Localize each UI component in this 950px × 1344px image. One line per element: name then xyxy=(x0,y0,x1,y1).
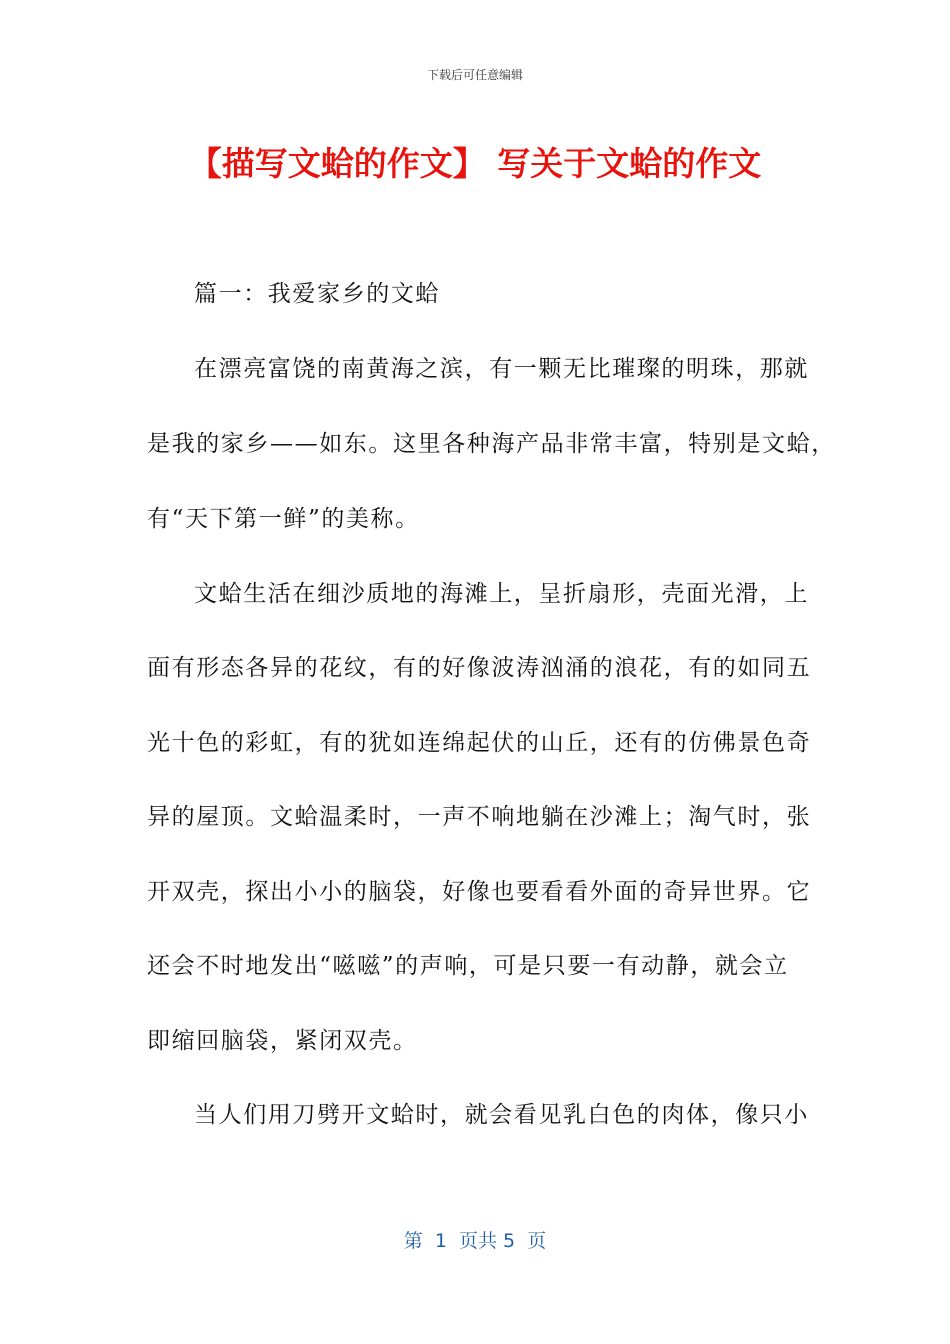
paragraph-line: 是我的家乡——如东。这里各种海产品非常丰富，特别是文蛤， xyxy=(147,431,836,457)
paragraph-line: 异的屋顶。文蛤温柔时，一声不响地躺在沙滩上；淘气时，张 xyxy=(147,804,812,830)
paragraph-line: 光十色的彩虹，有的犹如连绵起伏的山丘，还有的仿佛景色奇 xyxy=(147,730,812,756)
header-note: 下载后可任意编辑 xyxy=(426,68,523,82)
paragraph-line: 文蛤生活在细沙质地的海滩上，呈折扇形，壳面光滑，上 xyxy=(194,581,809,607)
paragraph-line: 开双壳，探出小小的脑袋，好像也要看看外面的奇异世界。它 xyxy=(147,879,812,905)
paragraph-line: 还会不时地发出“嗞嗞”的声响，可是只要一有动静，就会立 xyxy=(147,953,789,979)
document-title: 【描写文蛤的作文】 写关于文蛤的作文 xyxy=(188,144,762,183)
paragraph-line: 面有形态各异的花纹，有的好像波涛汹涌的浪花，有的如同五 xyxy=(147,655,812,681)
section-heading: 篇一：我爱家乡的文蛤 xyxy=(194,281,440,307)
paragraph-line: 即缩回脑袋，紧闭双壳。 xyxy=(147,1028,418,1054)
paragraph-line: 有“天下第一鲜”的美称。 xyxy=(147,506,420,532)
page-number-footer: 第 1 页共 5 页 xyxy=(403,1230,547,1252)
paragraph-line: 当人们用刀劈开文蛤时，就会看见乳白色的肉体，像只小 xyxy=(194,1102,809,1128)
paragraph-line: 在漂亮富饶的南黄海之滨，有一颗无比璀璨的明珠，那就 xyxy=(194,356,809,382)
